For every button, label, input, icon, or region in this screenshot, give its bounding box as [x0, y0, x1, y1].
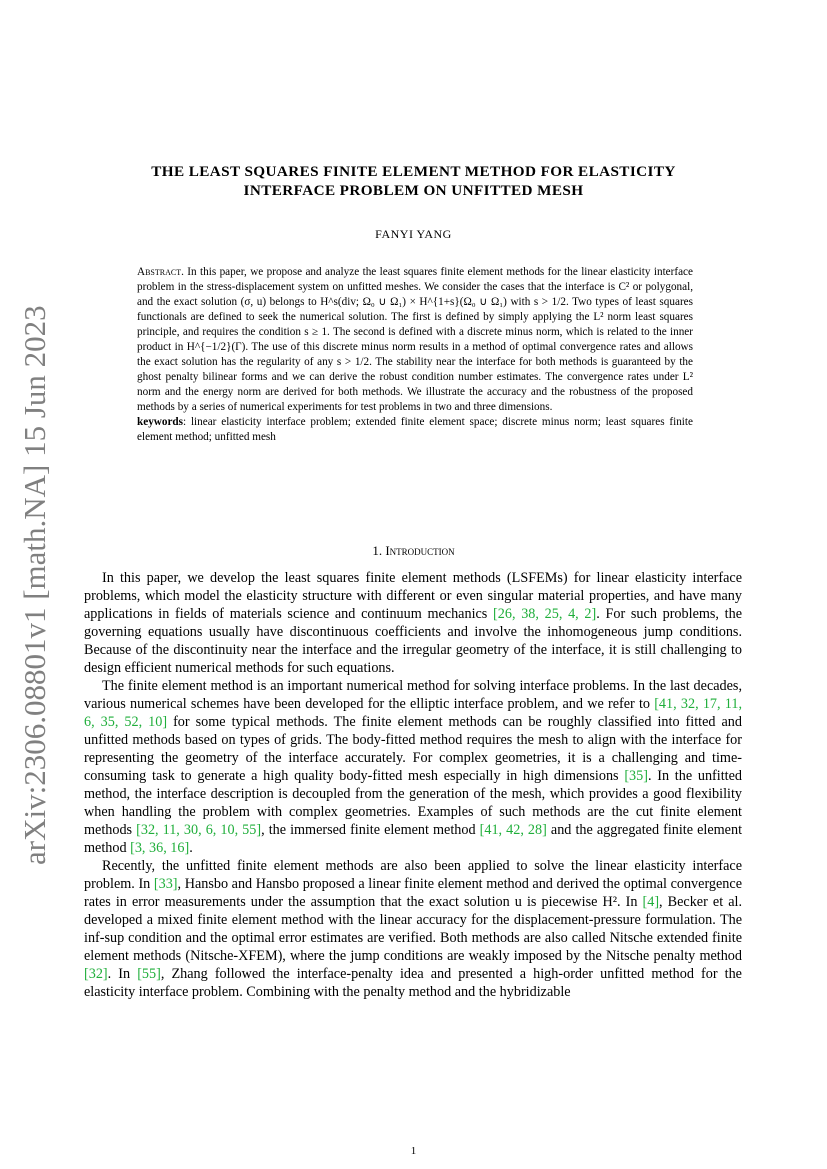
citation-link[interactable]: [41, 42, 28]	[479, 822, 547, 838]
paragraph-1	[84, 569, 742, 677]
paragraph-text: .	[189, 840, 193, 856]
paragraph-text: and the aggregated finite element method	[84, 822, 743, 856]
title-line-1: THE LEAST SQUARES FINITE ELEMENT METHOD FOR ELASTICITY	[151, 163, 676, 180]
citation-link[interactable]: [32, 11, 30, 6, 10, 55]	[136, 822, 262, 838]
paragraph-text: , Becker et al. developed a mixed finite element method with the linear accuracy for the displacement-pressure formulation. The inf-sup condition and the optimal error estimates are verified. Both methods are also called Nitsche extended finite element methods (Nitsche-XFEM), where the jump conditions are weakly imposed by the Nitsche penalty method	[84, 894, 742, 964]
citation-link[interactable]: [35]	[624, 768, 648, 784]
title-line-2: INTERFACE PROBLEM ON UNFITTED MESH	[243, 182, 584, 199]
paragraph-text: . For such problems, the governing equations usually have discontinuous coefficients and involve the inhomogeneous jump conditions. Because of the discontinuity near the interface and the irregular geometry of the interface, it is still challenging to design efficient numerical methods for such equations.	[84, 606, 743, 676]
abstract	[137, 265, 693, 445]
citation-link[interactable]: [26, 38, 25, 4, 2]	[493, 606, 597, 622]
abstract-label: Abstract.	[137, 266, 184, 278]
paragraph-text: . In the unfitted method, the interface description is decoupled from the generation of the mesh, which provides a good flexibility when handling the problem with complex geometries. Examples of such methods are the cut finite element methods	[84, 768, 742, 838]
paragraph-text: , Zhang followed the interface-penalty idea and presented a high-order unfitted method for the elasticity interface problem. Combining with the penalty method and the hybridizable	[84, 966, 742, 1000]
body-text	[84, 569, 742, 1001]
paragraph-text: . In	[107, 966, 138, 982]
paragraph-text: , Hansbo and Hansbo proposed a linear finite element method and derived the optimal convergence rates in error measurements under the assumption that the exact solution u is piecewise H². In	[84, 876, 742, 910]
paper-title	[100, 162, 727, 200]
abstract-text: In this paper, we propose and analyze the least squares finite element methods for the linear elasticity interface problem in the stress-displacement system on unfitted meshes. We consider the cases that the interface is C² or polygonal, and the exact solution (σ, u) belongs to H^s(div; Ω₀ ∪ Ω₁) × H^{1+s}(Ω₀ ∪ Ω₁) with s > 1/2. Two types of least squares functionals are defined to seek the numerical solution. The first is defined by simply applying the L² norm least squares principle, and requires the condition s ≥ 1. The second is defined with a discrete minus norm, which is related to the inner product in H^{−1/2}(Γ). The use of this discrete minus norm results in a method of optimal convergence rates and allows the exact solution has the regularity of any s > 1/2. The stability near the interface for both methods is guaranteed by the ghost penalty bilinear forms and we can derive the robust condition number estimates. The convergence rates under L² norm and the energy norm are derived for both methods. We illustrate the accuracy and the robustness of the proposed methods by a series of numerical experiments for test problems in two and three dimensions.	[137, 266, 693, 413]
author-name: FANYI YANG	[375, 227, 452, 241]
citation-link[interactable]: [33]	[153, 876, 178, 892]
citation-link[interactable]: [41, 32, 17, 11, 6, 35, 52, 10]	[84, 696, 742, 730]
citation-link[interactable]: [3, 36, 16]	[130, 840, 190, 856]
citation-link[interactable]: [4]	[642, 894, 660, 910]
page-number: 1	[410, 1145, 417, 1157]
section-number: 1.	[372, 543, 383, 558]
section-title: Introduction	[385, 543, 455, 558]
keywords-label: keywords	[137, 416, 183, 428]
paragraph-3	[84, 857, 742, 1001]
paragraph-text: The finite element method is an important numerical method for solving interface problems. In the last decades, various numerical schemes have been developed for the elliptic interface problem, and we refer to	[84, 678, 742, 712]
citation-link[interactable]: [55]	[137, 966, 161, 982]
arxiv-identifier: arXiv:2306.08801v1 [math.NA] 15 Jun 2023	[17, 305, 52, 865]
citation-link[interactable]: [32]	[84, 966, 108, 982]
keywords-text: : linear elasticity interface problem; extended finite element space; discrete minus norm; least squares finite element method; unfitted mesh	[137, 416, 693, 443]
paragraph-text: Recently, the unfitted finite element methods are also been applied to solve the linear elasticity interface problem. In	[84, 858, 742, 892]
paragraph-text: , the immersed finite element method	[261, 822, 480, 838]
paragraph-text: for some typical methods. The finite element methods can be roughly classified into fitted and unfitted methods based on types of grids. The body-fitted method requires the mesh to align with the interface for representing the geometry of the interface accurately. For complex geometries, it is a challenging and time-consuming task to generate a high quality body-fitted mesh especially in high dimensions	[84, 714, 742, 784]
section-heading	[100, 543, 727, 559]
paragraph-2	[84, 677, 742, 857]
paragraph-text: In this paper, we develop the least squares finite element methods (LSFEMs) for linear elasticity interface problems, which model the elasticity structure with different or even singular material properties, and have many applications in fields of materials science and continuum mechanics	[84, 570, 742, 622]
